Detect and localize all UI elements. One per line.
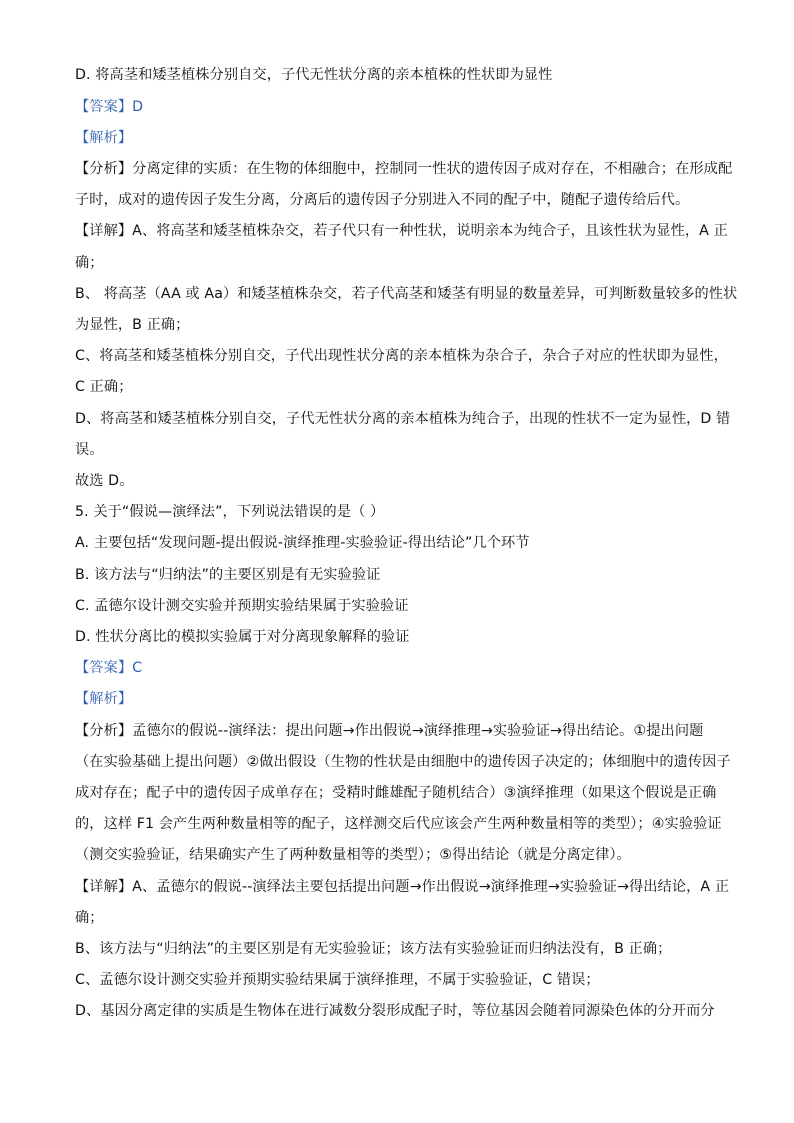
analysis-paragraph: 【分析】分离定律的实质：在生物的体细胞中，控制同一性状的遗传因子成对存在，不相融合；在形成配 — [75, 161, 733, 177]
question-5-option-c: C. 孟德尔设计测交实验并预期实验结果属于实验验证 — [75, 598, 409, 614]
question-5-option-d: D. 性状分离比的模拟实验属于对分离现象解释的验证 — [75, 629, 410, 645]
analysis-label: 【解析】 — [75, 691, 133, 707]
option-d-text: D. 将高茎和矮茎植株分别自交，子代无性状分离的亲本植株的性状即为显性 — [75, 67, 553, 83]
conclusion-text: 故选 D。 — [75, 473, 134, 489]
analysis-paragraph: 子时，成对的遗传因子发生分离，分离后的遗传因子分别进入不同的配子中，随配子遗传给后代。 — [75, 192, 690, 208]
detail-paragraph: 【详解】A、将高茎和矮茎植株杂交，若子代只有一种性状，说明亲本为纯合子，且该性状为显性，A 正 — [75, 223, 728, 239]
answer-label: 【答案】D — [75, 99, 144, 115]
question-5-option-b: B. 该方法与“归纳法”的主要区别是有无实验验证 — [75, 567, 381, 583]
detail-paragraph: 确； — [75, 255, 104, 271]
analysis-paragraph: 的，这样 F1 会产生两种数量相等的配子，这样测交后代应该会产生两种数量相等的类型）；④实验验证 — [75, 816, 722, 832]
detail-paragraph: B、 将高茎（AA 或 Aa）和矮茎植株杂交，若子代高茎和矮茎有明显的数量差异，可判断数量较多的性状 — [75, 286, 738, 302]
detail-paragraph: C、孟德尔设计测交实验并预期实验结果属于演绎推理，不属于实验验证，C 错误； — [75, 972, 600, 988]
detail-paragraph: 误。 — [75, 442, 104, 458]
detail-paragraph: 确； — [75, 910, 104, 926]
answer-label: 【答案】C — [75, 660, 143, 676]
detail-paragraph: C、将高茎和矮茎植株分别自交，子代出现性状分离的亲本植株为杂合子，杂合子对应的性状即为显性， — [75, 348, 728, 364]
detail-paragraph: D、基因分离定律的实质是生物体在进行减数分裂形成配子时，等位基因会随着同源染色体的分开而分 — [75, 1003, 715, 1019]
analysis-paragraph: 成对存在；配子中的遗传因子成单存在；受精时雌雄配子随机结合）③演绎推理（如果这个假说是正确 — [75, 785, 717, 801]
detail-paragraph: 【详解】A、孟德尔的假说--演绎法主要包括提出问题→作出假说→演绎推理→实验验证→得出结论，A 正 — [75, 879, 730, 895]
detail-paragraph: 为显性，B 正确； — [75, 317, 190, 333]
detail-paragraph: B、该方法与“归纳法”的主要区别是有无实验验证；该方法有实验验证而归纳法没有，B 正确； — [75, 941, 672, 957]
analysis-label: 【解析】 — [75, 130, 133, 146]
analysis-paragraph: （在实验基础上提出问题）②做出假设（生物的性状是由细胞中的遗传因子决定的；体细胞中的遗传因子 — [75, 754, 731, 770]
question-5-option-a: A. 主要包括“发现问题-提出假说-演绎推理-实验验证-得出结论”几个环节 — [75, 535, 530, 551]
detail-paragraph: C 正确； — [75, 379, 133, 395]
analysis-paragraph: （测交实验验证，结果确实产生了两种数量相等的类型）；⑤得出结论（就是分离定律）。 — [75, 847, 631, 863]
detail-paragraph: D、将高茎和矮茎植株分别自交，子代无性状分离的亲本植株为纯合子，出现的性状不一定为显性，D 错 — [75, 411, 731, 427]
question-5-stem: 5. 关于“假说—演绎法”，下列说法错误的是（ ） — [75, 504, 385, 520]
analysis-paragraph: 【分析】孟德尔的假说--演绎法：提出问题→作出假说→演绎推理→实验验证→得出结论。①提出问题 — [75, 723, 704, 739]
